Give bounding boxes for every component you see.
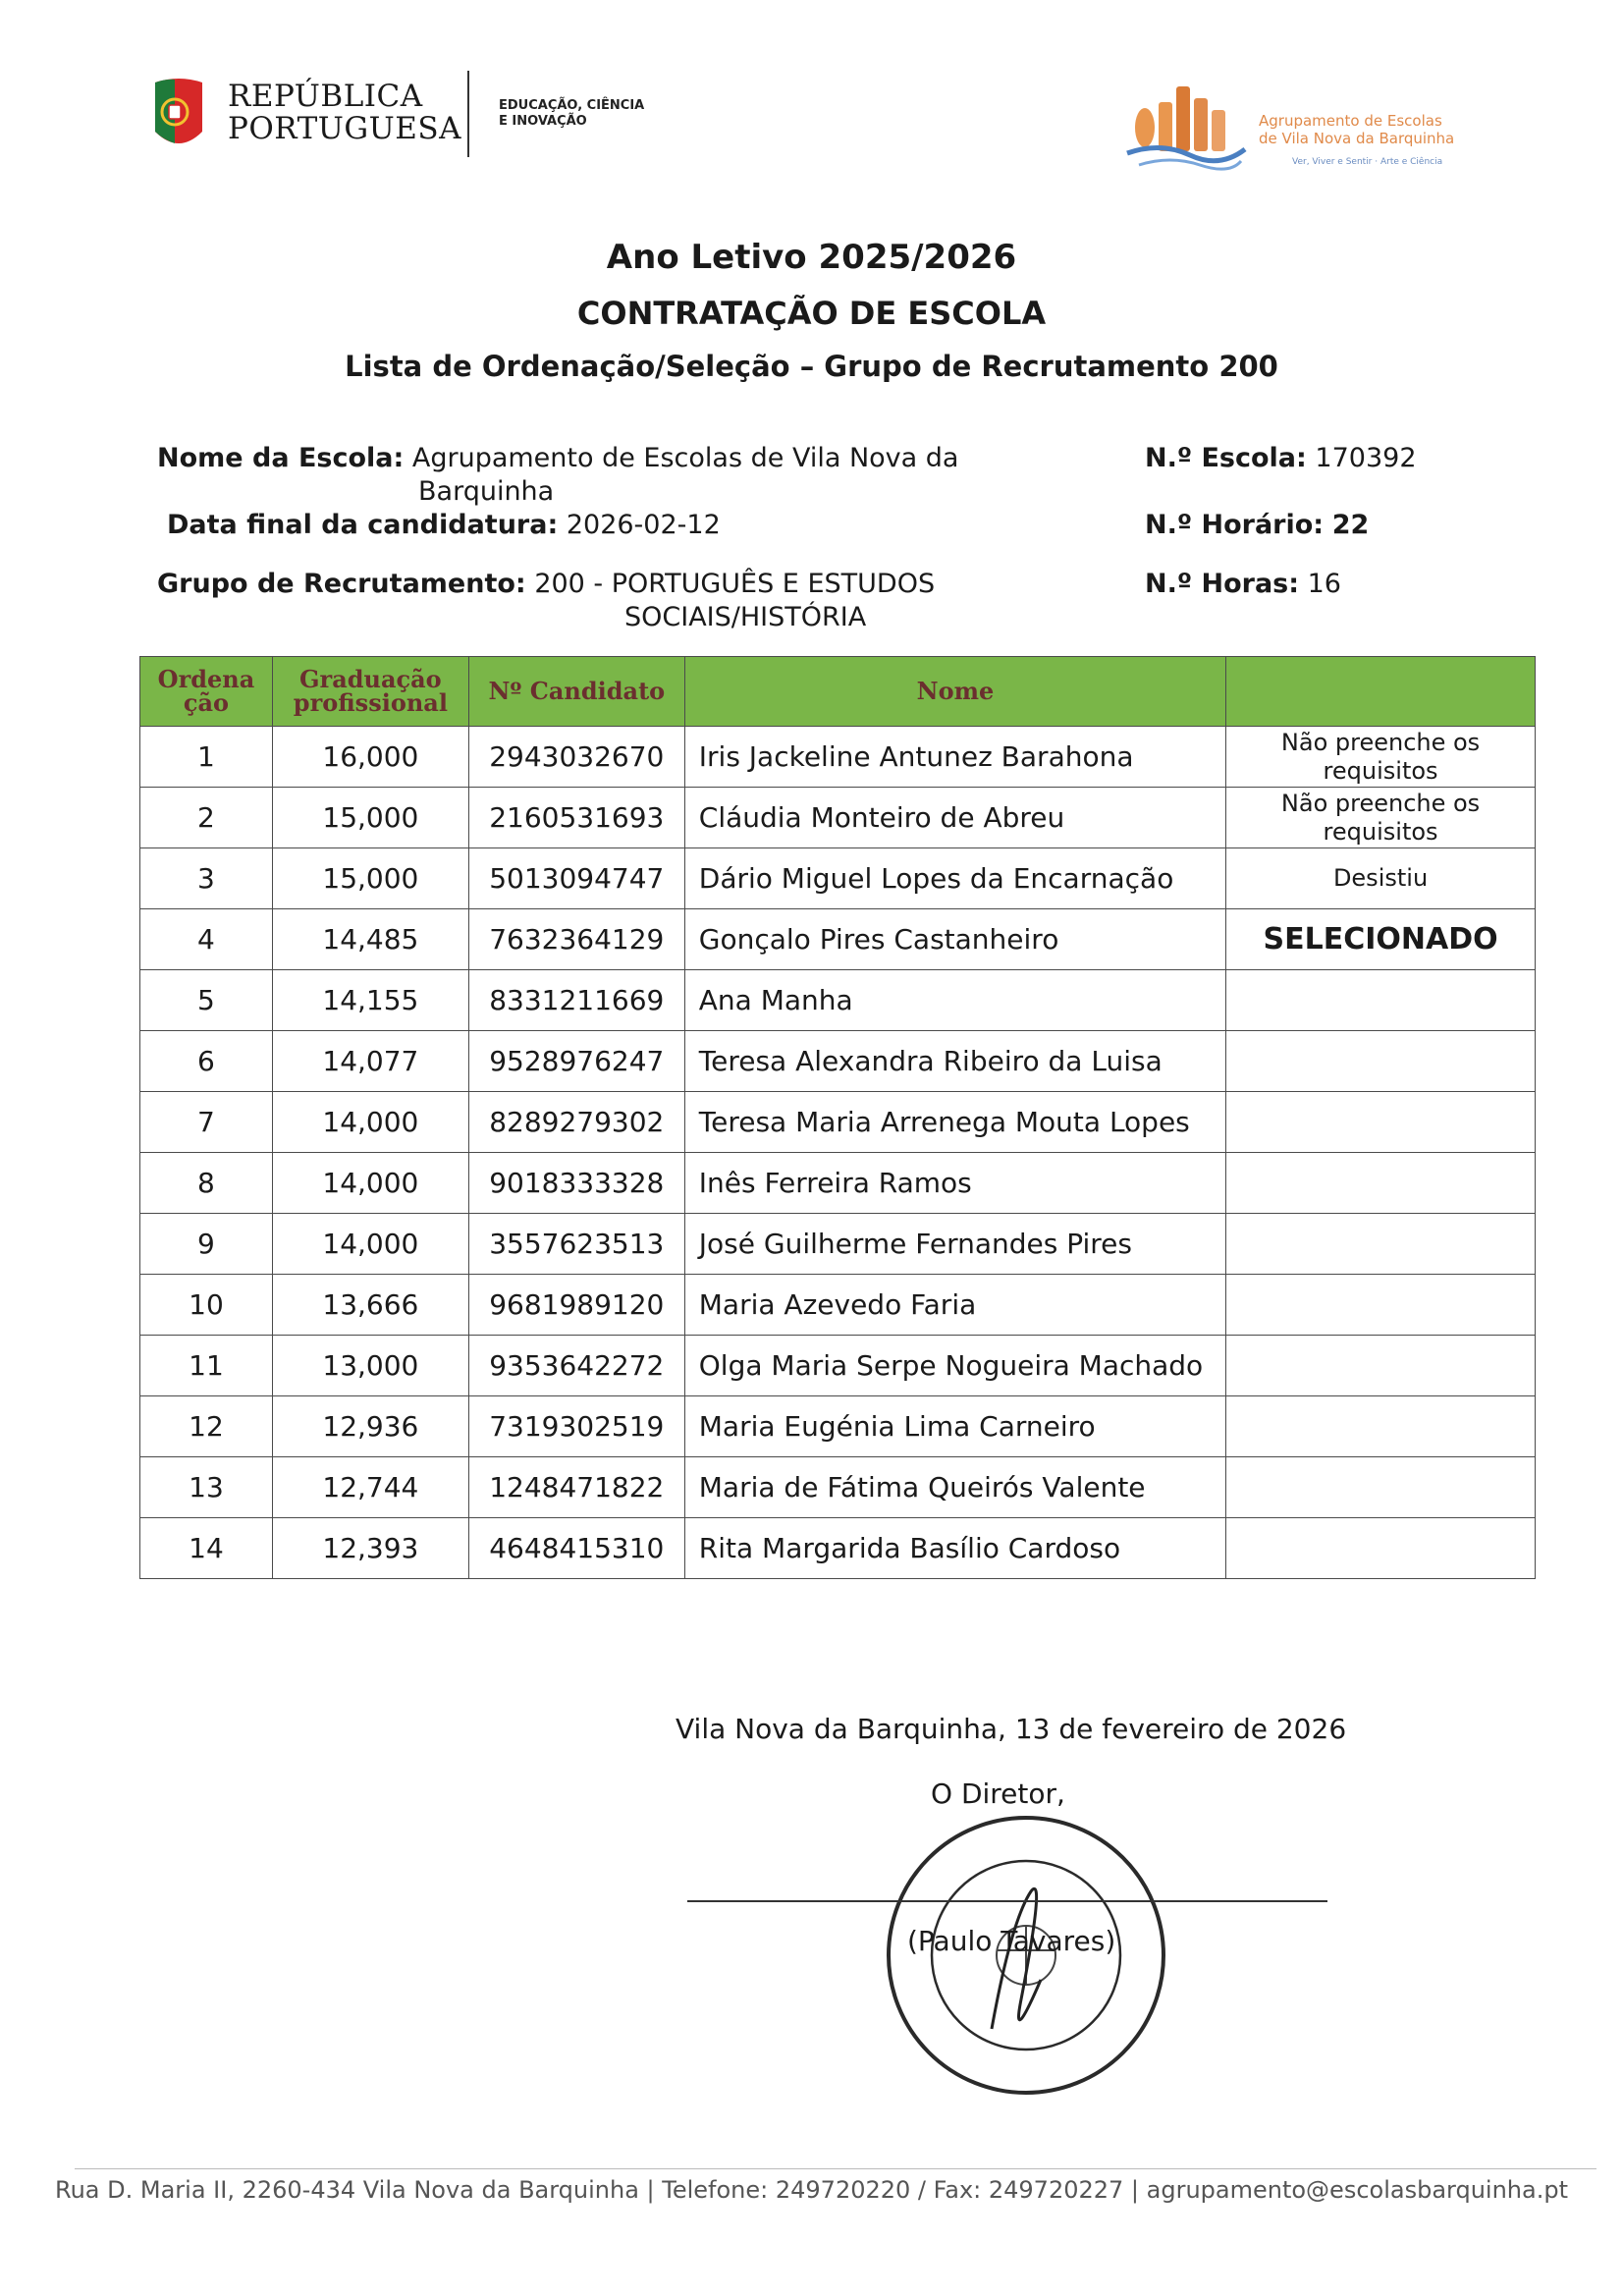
cell-candidate-number: 7319302519 bbox=[468, 1396, 684, 1457]
hours-field bbox=[1145, 568, 1341, 601]
table-row bbox=[140, 909, 1536, 970]
cell-name: Inês Ferreira Ramos bbox=[684, 1153, 1225, 1214]
cell-status bbox=[1226, 1092, 1536, 1153]
recruitment-group-value-cont: SOCIAIS/HISTÓRIA bbox=[624, 602, 867, 632]
cell-graduation: 13,000 bbox=[272, 1336, 468, 1396]
school-name-field bbox=[157, 442, 958, 475]
cell-order: 11 bbox=[140, 1336, 273, 1396]
cell-name: Iris Jackeline Antunez Barahona bbox=[684, 727, 1225, 788]
hours-label: N.º Horas: bbox=[1145, 569, 1300, 599]
cell-name: Gonçalo Pires Castanheiro bbox=[684, 909, 1225, 970]
cell-candidate-number: 3557623513 bbox=[468, 1214, 684, 1275]
cell-order: 9 bbox=[140, 1214, 273, 1275]
table-row bbox=[140, 1396, 1536, 1457]
cell-status: SELECIONADO bbox=[1226, 909, 1536, 970]
republica-portuguesa-emblem-icon bbox=[149, 75, 208, 151]
cell-status bbox=[1226, 1396, 1536, 1457]
table-row bbox=[140, 970, 1536, 1031]
table-header-row bbox=[140, 657, 1536, 727]
footer-divider bbox=[75, 2168, 1596, 2169]
cell-status bbox=[1226, 970, 1536, 1031]
cell-graduation: 12,393 bbox=[272, 1518, 468, 1579]
cell-graduation: 14,485 bbox=[272, 909, 468, 970]
table-row bbox=[140, 848, 1536, 909]
cell-status bbox=[1226, 1336, 1536, 1396]
schedule-number-label: N.º Horário: bbox=[1145, 510, 1325, 540]
footer-contact: Rua D. Maria II, 2260-434 Vila Nova da Barquinha | Telefone: 249720220 / Fax: 249720227 | agrupamento@escolasbarquinha.pt bbox=[55, 2176, 1568, 2204]
cell-order: 13 bbox=[140, 1457, 273, 1518]
cell-graduation: 13,666 bbox=[272, 1275, 468, 1336]
cell-graduation: 14,000 bbox=[272, 1214, 468, 1275]
recruitment-group-value: 200 - PORTUGUÊS E ESTUDOS bbox=[534, 569, 936, 599]
cell-candidate-number: 1248471822 bbox=[468, 1457, 684, 1518]
column-header-candidate-number: Nº Candidato bbox=[468, 657, 684, 727]
table-row bbox=[140, 1336, 1536, 1396]
schedule-number-field bbox=[1145, 509, 1369, 542]
column-header-name: Nome bbox=[684, 657, 1225, 727]
cell-candidate-number: 9528976247 bbox=[468, 1031, 684, 1092]
cell-status bbox=[1226, 1275, 1536, 1336]
recruitment-group-label: Grupo de Recrutamento: bbox=[157, 569, 526, 599]
column-header-status bbox=[1226, 657, 1536, 727]
cell-candidate-number: 2943032670 bbox=[468, 727, 684, 788]
cell-candidate-number: 2160531693 bbox=[468, 788, 684, 848]
hours-value: 16 bbox=[1307, 569, 1341, 599]
cell-name: Maria de Fátima Queirós Valente bbox=[684, 1457, 1225, 1518]
header-divider bbox=[467, 71, 469, 157]
cell-candidate-number: 9018333328 bbox=[468, 1153, 684, 1214]
cell-name: Teresa Maria Arrenega Mouta Lopes bbox=[684, 1092, 1225, 1153]
republica-portuguesa-wordmark: REPÚBLICA PORTUGUESA bbox=[228, 79, 462, 146]
cell-name: José Guilherme Fernandes Pires bbox=[684, 1214, 1225, 1275]
agrupamento-name: Agrupamento de Escolas de Vila Nova da Barquinha bbox=[1259, 112, 1455, 147]
cell-order: 4 bbox=[140, 909, 273, 970]
cell-order: 1 bbox=[140, 727, 273, 788]
cell-status bbox=[1226, 1031, 1536, 1092]
cell-status bbox=[1226, 1518, 1536, 1579]
cell-candidate-number: 4648415310 bbox=[468, 1518, 684, 1579]
cell-name: Ana Manha bbox=[684, 970, 1225, 1031]
school-year-title: Ano Letivo 2025/2026 bbox=[606, 238, 1017, 277]
cell-graduation: 16,000 bbox=[272, 727, 468, 788]
cell-graduation: 15,000 bbox=[272, 788, 468, 848]
cell-candidate-number: 8289279302 bbox=[468, 1092, 684, 1153]
document-subtitle: Lista de Ordenação/Seleção – Grupo de Recrutamento 200 bbox=[345, 350, 1278, 383]
cell-name: Maria Azevedo Faria bbox=[684, 1275, 1225, 1336]
cell-graduation: 12,744 bbox=[272, 1457, 468, 1518]
cell-candidate-number: 7632364129 bbox=[468, 909, 684, 970]
cell-graduation: 14,155 bbox=[272, 970, 468, 1031]
agrupamento-tagline: Ver, Viver e Sentir · Arte e Ciência bbox=[1292, 157, 1443, 167]
cell-order: 12 bbox=[140, 1396, 273, 1457]
schedule-number-value: 22 bbox=[1331, 510, 1370, 540]
cell-order: 5 bbox=[140, 970, 273, 1031]
ministry-label: EDUCAÇÃO, CIÊNCIA E INOVAÇÃO bbox=[499, 98, 645, 129]
cell-order: 14 bbox=[140, 1518, 273, 1579]
cell-status: Não preenche os requisitos bbox=[1226, 727, 1536, 788]
cell-name: Cláudia Monteiro de Abreu bbox=[684, 788, 1225, 848]
cell-name: Maria Eugénia Lima Carneiro bbox=[684, 1396, 1225, 1457]
recruitment-group-field bbox=[157, 568, 935, 601]
director-title: O Diretor, bbox=[931, 1777, 1065, 1810]
cell-candidate-number: 5013094747 bbox=[468, 848, 684, 909]
table-row bbox=[140, 1214, 1536, 1275]
cell-order: 2 bbox=[140, 788, 273, 848]
cell-order: 7 bbox=[140, 1092, 273, 1153]
deadline-value: 2026-02-12 bbox=[566, 510, 721, 540]
cell-order: 10 bbox=[140, 1275, 273, 1336]
table-row bbox=[140, 1031, 1536, 1092]
school-name-value: Agrupamento de Escolas de Vila Nova da bbox=[411, 443, 959, 473]
cell-graduation: 15,000 bbox=[272, 848, 468, 909]
cell-name: Olga Maria Serpe Nogueira Machado bbox=[684, 1336, 1225, 1396]
cell-status bbox=[1226, 1457, 1536, 1518]
school-number-value: 170392 bbox=[1315, 443, 1417, 473]
cell-name: Teresa Alexandra Ribeiro da Luisa bbox=[684, 1031, 1225, 1092]
cell-candidate-number: 9681989120 bbox=[468, 1275, 684, 1336]
table-row bbox=[140, 1092, 1536, 1153]
cell-status: Não preenche os requisitos bbox=[1226, 788, 1536, 848]
cell-status: Desistiu bbox=[1226, 848, 1536, 909]
ranking-table bbox=[139, 656, 1536, 1579]
signatory-name: (Paulo Tavares) bbox=[907, 1925, 1116, 1957]
agrupamento-logo-icon bbox=[1121, 59, 1249, 177]
deadline-label: Data final da candidatura: bbox=[167, 510, 559, 540]
cell-candidate-number: 9353642272 bbox=[468, 1336, 684, 1396]
cell-order: 8 bbox=[140, 1153, 273, 1214]
table-row bbox=[140, 1153, 1536, 1214]
table-row bbox=[140, 1275, 1536, 1336]
column-header-order: Ordena ção bbox=[140, 657, 273, 727]
document-title: CONTRATAÇÃO DE ESCOLA bbox=[576, 295, 1047, 332]
cell-graduation: 14,077 bbox=[272, 1031, 468, 1092]
table-row bbox=[140, 727, 1536, 788]
table-row bbox=[140, 1518, 1536, 1579]
cell-name: Dário Miguel Lopes da Encarnação bbox=[684, 848, 1225, 909]
cell-name: Rita Margarida Basílio Cardoso bbox=[684, 1518, 1225, 1579]
table-row bbox=[140, 788, 1536, 848]
cell-order: 6 bbox=[140, 1031, 273, 1092]
school-name-value-cont: Barquinha bbox=[418, 476, 555, 507]
cell-status bbox=[1226, 1214, 1536, 1275]
column-header-graduation: Graduação profissional bbox=[272, 657, 468, 727]
cell-graduation: 14,000 bbox=[272, 1153, 468, 1214]
place-and-date: Vila Nova da Barquinha, 13 de fevereiro de 2026 bbox=[676, 1713, 1347, 1745]
cell-order: 3 bbox=[140, 848, 273, 909]
school-name-label: Nome da Escola: bbox=[157, 443, 405, 473]
cell-status bbox=[1226, 1153, 1536, 1214]
school-number-label: N.º Escola: bbox=[1145, 443, 1307, 473]
school-number-field bbox=[1145, 442, 1417, 475]
signature-line bbox=[687, 1900, 1327, 1902]
deadline-field bbox=[167, 509, 721, 542]
cell-graduation: 12,936 bbox=[272, 1396, 468, 1457]
cell-candidate-number: 8331211669 bbox=[468, 970, 684, 1031]
table-row bbox=[140, 1457, 1536, 1518]
cell-graduation: 14,000 bbox=[272, 1092, 468, 1153]
